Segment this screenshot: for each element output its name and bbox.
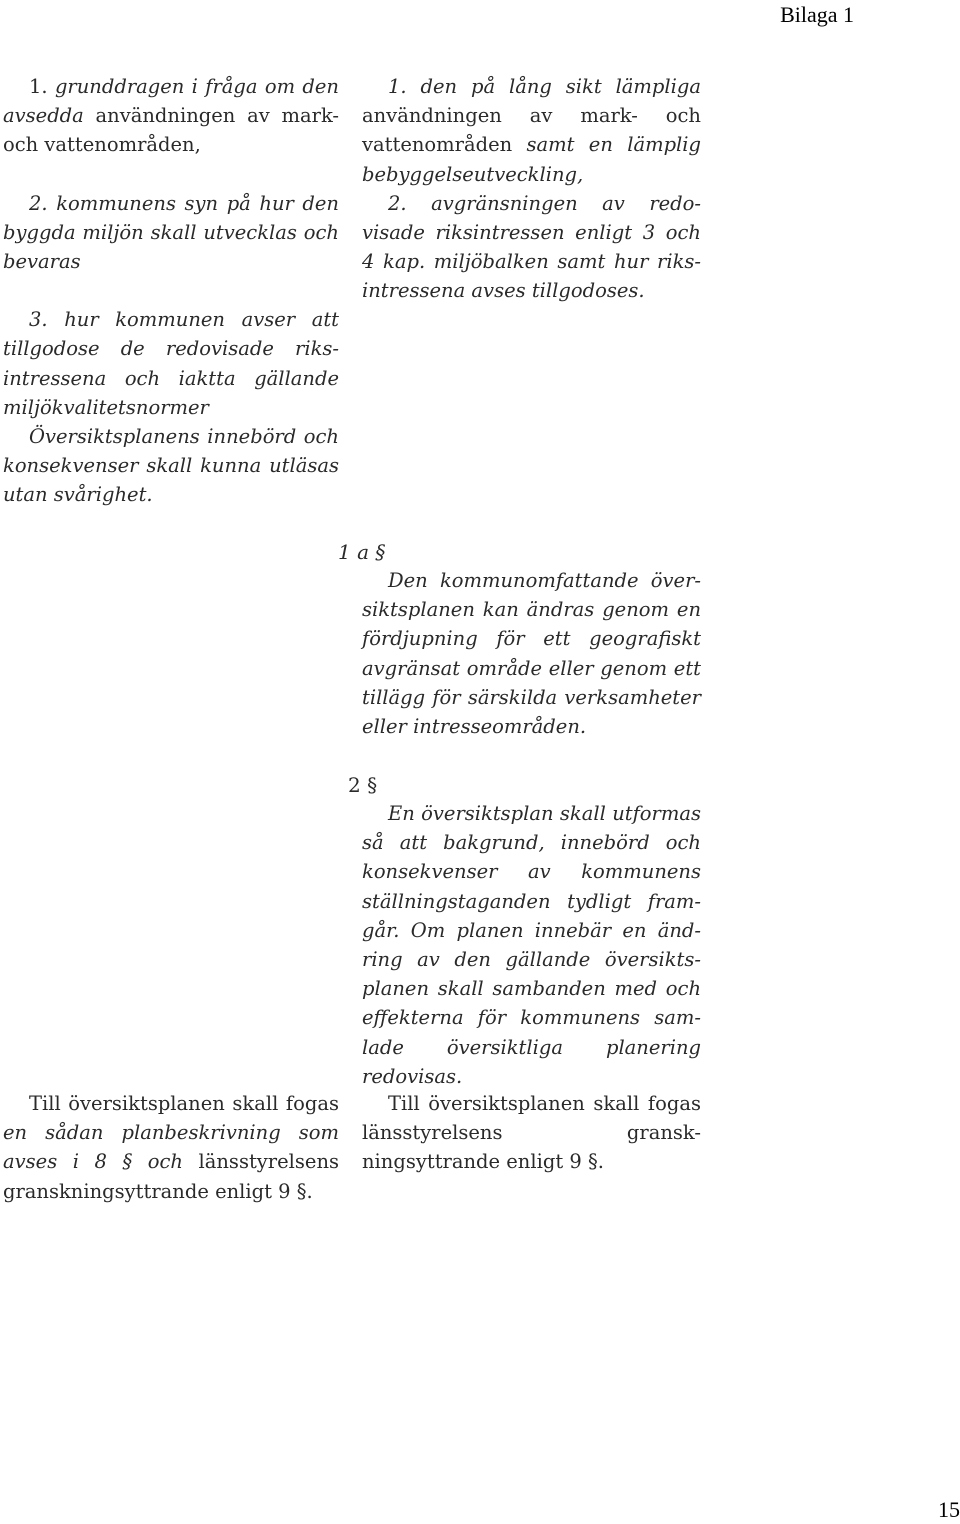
right-item-1-text-b: användningen av mark- och vattenområden xyxy=(362,104,701,157)
left-attachment-paragraph xyxy=(3,1089,339,1206)
right-item-2: 2. avgränsningen av redo-visade riksintressen enligt 3 och 4 kap. miljöbalken samt hur riks-intressena avses tillgodoses. xyxy=(362,191,701,303)
left-item-1-text-a: grunddragen i fråga om den avsedda xyxy=(3,75,339,128)
page-number: 15 xyxy=(938,1497,960,1522)
left-item-1 xyxy=(3,72,339,160)
left-item-2: 2. kommunens syn på hur den byggda miljön skall utvecklas och bevaras xyxy=(3,191,339,274)
right-item-1 xyxy=(362,72,701,189)
left-column xyxy=(3,72,339,510)
left-item-3-continuation: Översiktsplanens innebörd och konsekvenser skall kunna utläsas utan svårighet. xyxy=(3,425,339,507)
right-till: Till översiktsplanen skall fogas länsstyrelsens gransk-ningsyttrande enligt 9 §. xyxy=(362,1092,701,1174)
left-till-b: en sådan planbeskrivning som avses i 8 § och xyxy=(3,1121,339,1174)
section-2-heading: 2 § xyxy=(348,773,378,797)
right-item-1-text-c: samt en lämplig bebyggelseutveckling, xyxy=(362,133,702,186)
left-till-a: Till översiktsplanen skall fogas xyxy=(29,1092,339,1115)
section-1a-text: Den kommunomfattande över-siktsplanen kan ändras genom en fördjupning för ett geografiskt avgränsat område eller genom ett tillägg för särskilda verksamheter eller intresseområden. xyxy=(362,569,701,739)
left-item-1-number: 1. xyxy=(29,75,48,98)
left-item-1-text-b: användningen av mark- och vattenområden, xyxy=(3,104,340,157)
section-2-body xyxy=(362,799,701,1091)
section-2-text: En översiktsplan skall utformas så att bakgrund, innebörd och konsekvenser av kommunens ställningstaganden tydligt fram-går. Om planen innebär en änd-ring av den gällande översikts-planen skall sambanden med och effekterna för kommunens sam-lade översiktliga planering redovisas. xyxy=(362,802,701,1088)
right-item-1-text: 1. den på lång sikt lämpliga xyxy=(388,75,701,98)
left-till-c: länsstyrelsens granskningsyttrande enligt 9 §. xyxy=(3,1150,340,1203)
section-1a-body xyxy=(362,566,701,741)
right-attachment-paragraph xyxy=(362,1089,701,1177)
right-column-items xyxy=(362,72,701,306)
appendix-label: Bilaga 1 xyxy=(780,2,854,27)
section-1a-heading: 1 a § xyxy=(338,540,386,564)
left-item-3: 3. hur kommunen avser att tillgodose de redovisade riks-intressena och iaktta gällande miljökvalitetsnormer xyxy=(3,308,339,419)
